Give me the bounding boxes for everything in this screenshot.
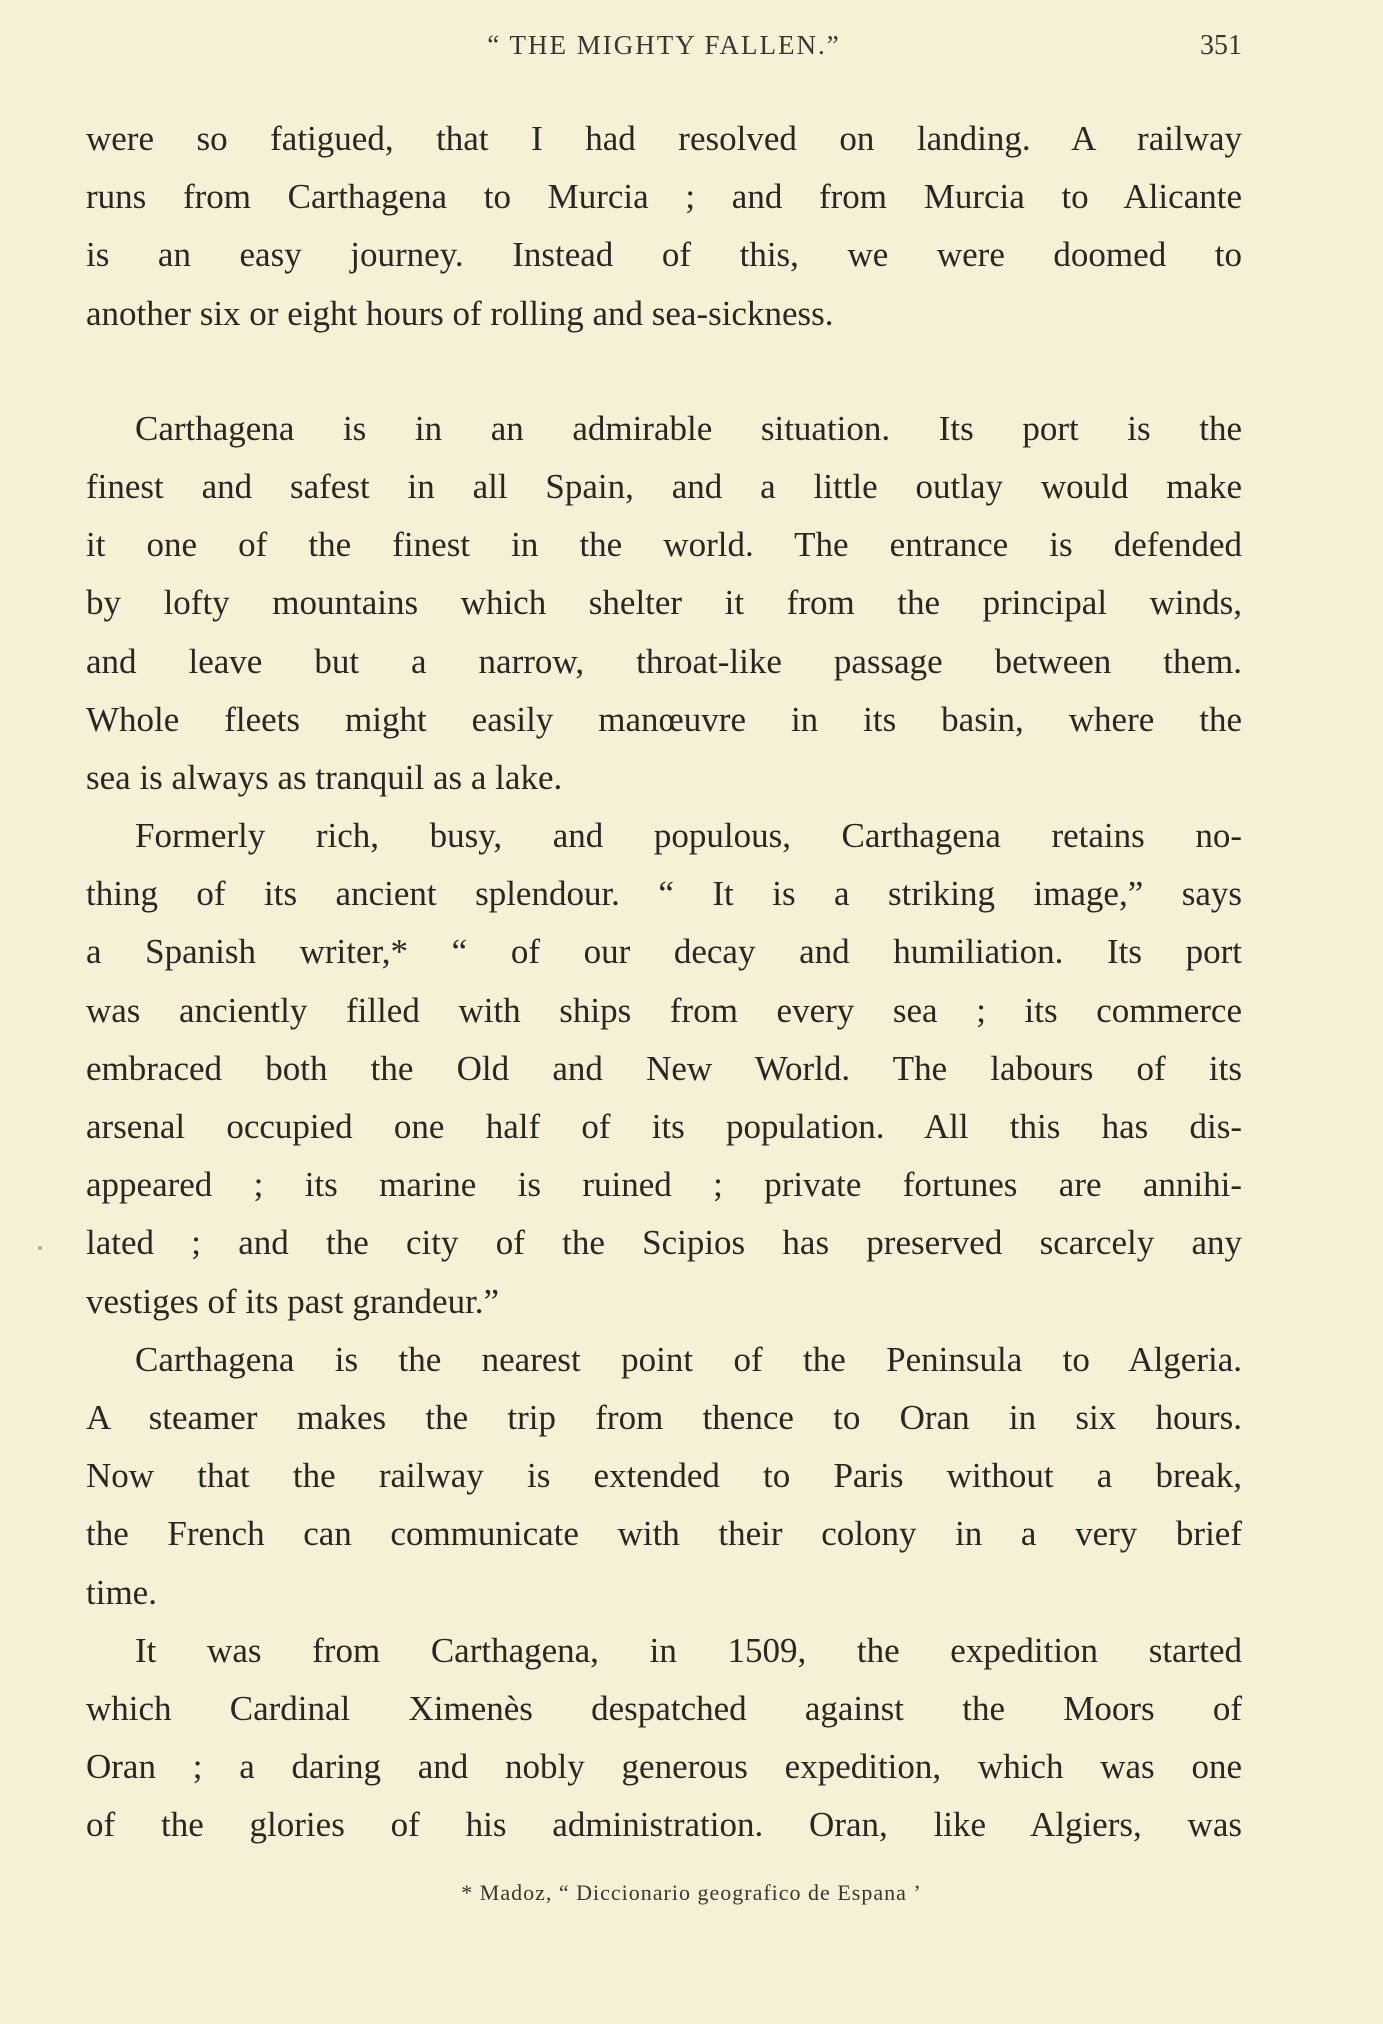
text-line: Carthagena is in an admirable situation. Its port is the	[135, 408, 1242, 448]
text-line: appeared ; its marine is ruined ; private fortunes are annihi-	[86, 1165, 1242, 1205]
text-line: Oran ; a daring and nobly generous expedition, which was one	[86, 1747, 1242, 1787]
text-line: a Spanish writer,* “ of our decay and humiliation. Its port	[86, 932, 1242, 972]
text-line: finest and safest in all Spain, and a little outlay would make	[86, 466, 1242, 506]
paragraph-4	[86, 1331, 1242, 1622]
text-line: the French can communicate with their colony in a very brief	[86, 1514, 1242, 1554]
text-line: runs from Carthagena to Murcia ; and from Murcia to Alicante	[86, 177, 1242, 217]
text-line: Carthagena is the nearest point of the Peninsula to Algeria.	[135, 1339, 1242, 1379]
paper-speck	[38, 1246, 42, 1250]
text-line: by lofty mountains which shelter it from the principal winds,	[86, 583, 1242, 623]
page-number: 351	[1200, 30, 1242, 61]
text-line: thing of its ancient splendour. “ It is a striking image,” says	[86, 874, 1242, 914]
text-line: and leave but a narrow, throat-like passage between them.	[86, 641, 1242, 681]
text-line: is an easy journey. Instead of this, we were doomed to	[86, 235, 1242, 275]
paragraph-2	[86, 400, 1242, 807]
text-line: sea is always as tranquil as a lake.	[86, 757, 563, 797]
text-line: another six or eight hours of rolling and sea-sickness.	[86, 293, 834, 333]
paragraph-3	[86, 807, 1242, 1331]
text-line: it one of the finest in the world. The entrance is defended	[86, 525, 1242, 565]
text-line: was anciently filled with ships from every sea ; its commerce	[86, 990, 1242, 1030]
text-line: embraced both the Old and New World. The labours of its	[86, 1048, 1242, 1088]
running-head	[86, 30, 1242, 70]
text-line: of the glories of his administration. Oran, like Algiers, was	[86, 1805, 1242, 1845]
body-text	[86, 110, 1242, 1854]
text-line: A steamer makes the trip from thence to Oran in six hours.	[86, 1397, 1242, 1437]
text-line: time.	[86, 1572, 157, 1612]
text-line: were so fatigued, that I had resolved on landing. A railway	[86, 119, 1242, 158]
text-line: vestiges of its past grandeur.”	[86, 1281, 500, 1321]
footnote: * Madoz, “ Diccionario geografico de Espana ’	[461, 1880, 922, 1905]
paragraph-gap	[86, 343, 1242, 400]
text-line: lated ; and the city of the Scipios has preserved scarcely any	[86, 1223, 1242, 1263]
paragraph-1	[86, 110, 1242, 343]
text-line: which Cardinal Ximenès despatched against the Moors of	[86, 1688, 1242, 1728]
text-line: arsenal occupied one half of its population. All this has dis-	[86, 1107, 1242, 1146]
text-line: Formerly rich, busy, and populous, Carthagena retains no-	[135, 816, 1242, 856]
text-line: Whole fleets might easily manœuvre in its basin, where the	[86, 699, 1242, 739]
running-title: “ THE MIGHTY FALLEN.”	[487, 30, 841, 60]
paragraph-5	[86, 1622, 1242, 1855]
text-line: Now that the railway is extended to Paris without a break,	[86, 1456, 1242, 1496]
text-line: It was from Carthagena, in 1509, the expedition started	[135, 1630, 1242, 1670]
